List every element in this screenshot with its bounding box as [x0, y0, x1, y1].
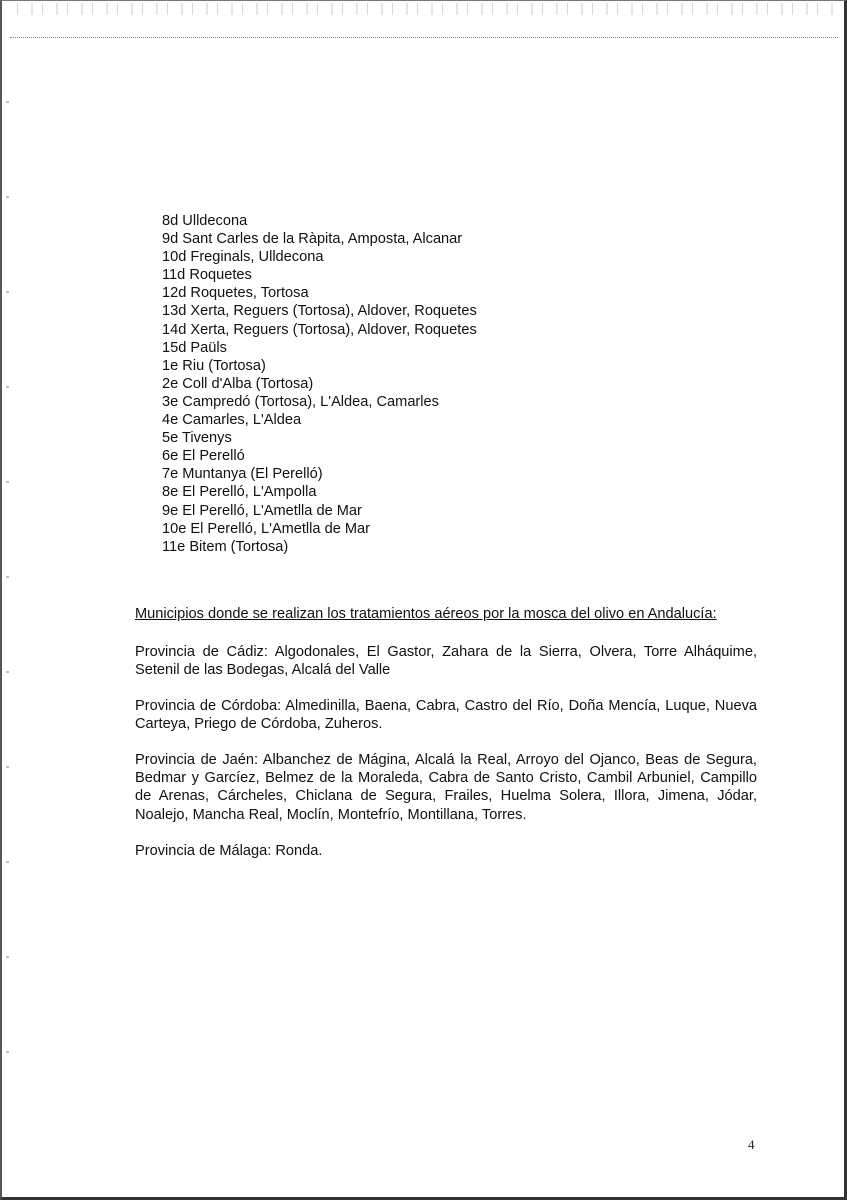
list-item: 15d Paüls — [162, 339, 227, 356]
section-heading: Municipios donde se realizan los tratamientos aéreos por la mosca del olivo en Andalucía: — [135, 606, 717, 622]
list-item: 13d Xerta, Reguers (Tortosa), Aldover, Roquetes — [162, 303, 477, 320]
scan-dotted-line — [10, 37, 838, 38]
list-item: 2e Coll d'Alba (Tortosa) — [162, 375, 314, 392]
list-item: 12d Roquetes, Tortosa — [162, 285, 309, 302]
list-item: 7e Muntanya (El Perelló) — [162, 466, 323, 483]
scan-artifact-band — [4, 1, 844, 41]
list-item: 4e Camarles, L'Aldea — [162, 412, 302, 429]
list-item: 6e El Perelló — [162, 448, 245, 465]
page-number: 4 — [748, 1137, 755, 1152]
province-paragraph-cordoba: Provincia de Córdoba: Almedinilla, Baena, Cabra, Castro del Río, Doña Mencía, Luque, Nueva Carteya, Priego de Córdoba, Zuheros. — [135, 698, 757, 733]
list-item: 9d Sant Carles de la Ràpita, Amposta, Alcanar — [162, 231, 463, 248]
list-item: 8e El Perelló, L'Ampolla — [162, 484, 317, 501]
list-item: 8d Ulldecona — [162, 213, 248, 229]
list-item: 14d Xerta, Reguers (Tortosa), Aldover, Roquetes — [162, 321, 477, 338]
province-paragraph-malaga: Provincia de Málaga: Ronda. — [135, 843, 323, 859]
list-item: 5e Tivenys — [162, 430, 232, 447]
province-paragraph-jaen: Provincia de Jaén: Albanchez de Mágina, Alcalá la Real, Arroyo del Ojanco, Beas de Segura, Bedmar y Garcíez, Belmez de la Moraleda, Cabra de Santo Cristo, Cambil Arbuniel, Campillo de Arenas, Cárcheles, Chiclana de Segura, Frailes, Huelma Solera, Illora, Jimena, Jódar, Noalejo, Mancha Real, Moclín, Montefrío, Montillana, Torres. — [135, 752, 757, 823]
list-item: 1e Riu (Tortosa) — [162, 357, 266, 374]
list-item: 10d Freginals, Ulldecona — [162, 249, 324, 266]
municipality-zone-list — [162, 212, 477, 556]
scan-noise — [8, 3, 838, 15]
list-item: 11d Roquetes — [162, 267, 252, 284]
province-paragraph-cadiz: Provincia de Cádiz: Algodonales, El Gastor, Zahara de la Sierra, Olvera, Torre Alháquime, Setenil de las Bodegas, Alcalá del Valle — [135, 644, 757, 679]
list-item: 11e Bitem (Tortosa) — [162, 538, 289, 555]
list-item: 10e El Perelló, L'Ametlla de Mar — [162, 520, 371, 537]
scan-edge-speckle — [6, 61, 9, 1141]
list-item: 3e Campredó (Tortosa), L'Aldea, Camarles — [162, 393, 439, 410]
list-item: 9e El Perelló, L'Ametlla de Mar — [162, 502, 362, 519]
